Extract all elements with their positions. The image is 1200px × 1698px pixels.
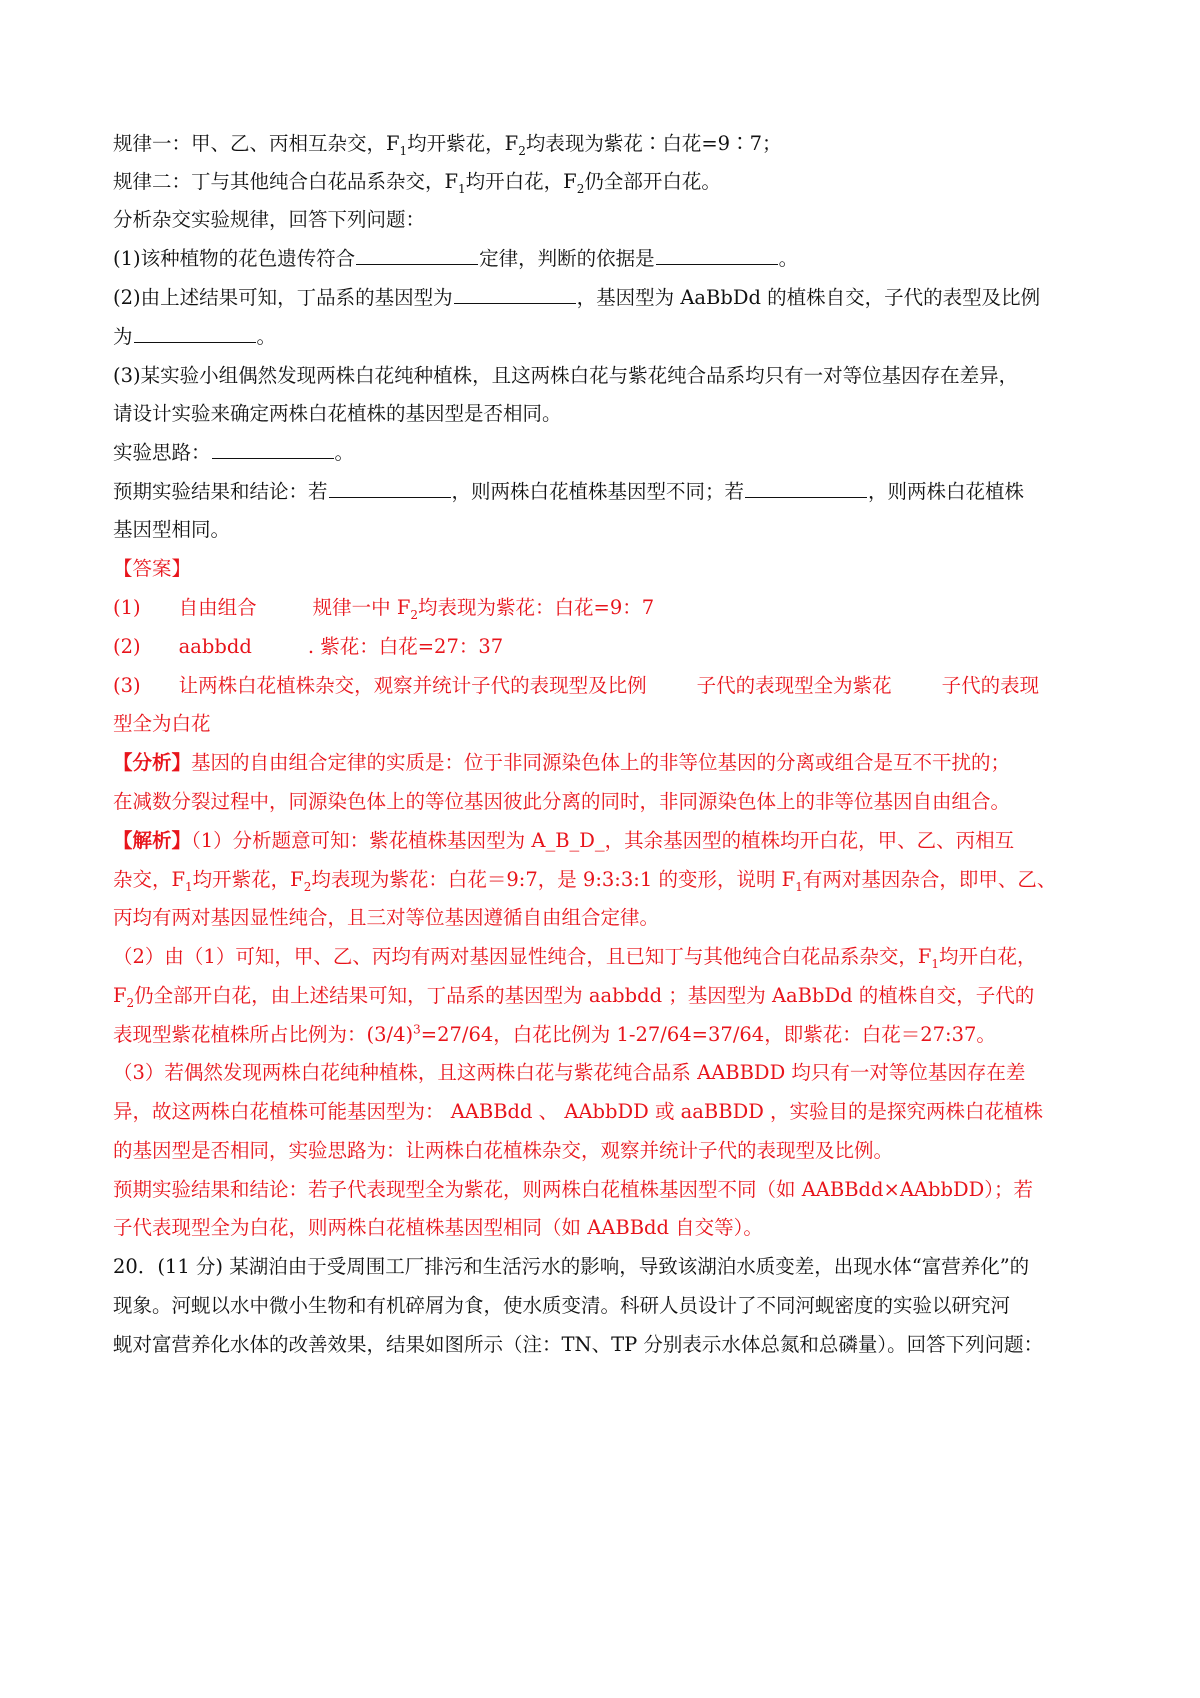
question-twenty-line-3: 蚬对富营养化水体的改善效果，结果如图所示（注：TN、TP 分别表示水体总氮和总磷量）。回答下列问题： [113,1333,1044,1356]
explain-line-5 [113,982,1103,1010]
answer-three-line-2: 型全为白花 [113,712,211,735]
answer-three-text: 子代的表现 [941,674,1040,697]
explain-text: 有两对基因杂合，即甲、乙、 [802,868,1057,891]
question-one-text: 定律，判断的依据是 [479,247,655,270]
question-two-line-2 [113,323,1103,351]
expected-result-text: ，则两株白花植株 [868,480,1025,503]
explain-text: F [113,984,127,1007]
expected-result-text: 预期实验结果和结论：若 [113,480,328,503]
rule-two-text: 均开白花，F [465,170,577,193]
explain-line-3: 丙均有两对基因显性纯合，且三对等位基因遵循自由组合定律。 [113,906,660,929]
subscript: 1 [399,143,408,158]
superscript: 3 [413,1022,421,1037]
rule-one-text: 均表现为紫花∶白花=9∶7； [525,132,782,155]
subscript: 2 [518,143,526,158]
rule-two-text: 仍全部开白花。 [584,170,721,193]
analysis-line [113,749,1103,777]
question-three-line-2: 请设计实验来确定两株白花植株的基因型是否相同。 [113,402,562,425]
answer-number: (1) [113,596,141,619]
explain-line-11: 子代表现型全为白花，则两株白花植株基因型相同（如 AABBdd 自交等）。 [113,1216,763,1239]
subscript: 2 [126,995,135,1010]
explain-line-4 [113,943,1103,971]
explain-line-6 [113,1021,1103,1049]
question-one-text: (1)该种植物的花色遗传符合 [113,247,356,270]
expected-result-text: ，则两株白花植株基因型不同；若 [451,480,745,503]
explain-line [113,827,1103,855]
rule-one-line [113,130,1103,158]
answer-two-line [113,633,1103,661]
blank-line [745,478,867,498]
subscript: 1 [931,956,939,971]
explain-line-10: 预期实验结果和结论：若子代表现型全为紫花，则两株白花植株基因型不同（如 AABBdd×AAbbDD）；若 [113,1178,1033,1201]
answer-three-text: 子代的表现型全为紫花 [696,674,892,697]
expected-result-line [113,478,1103,506]
answer-three-text: 让两株白花植株杂交，观察并统计子代的表现型及比例 [178,674,647,697]
blank-line [454,284,576,304]
intro-line: 分析杂交实验规律，回答下列问题： [113,208,426,231]
subscript: 1 [458,181,466,196]
answer-number: (2) [113,635,141,658]
explain-text: （1）分析题意可知：紫花植株基因型为 A_B_D_，其余基因型的植株均开白花，甲、乙、丙相互 [191,829,1015,852]
answer-one-line [113,594,1103,622]
analysis-tag: 【分析】 [113,751,192,774]
explain-text: 表现型紫花植株所占比例为：(3/4) [113,1023,414,1046]
rule-one-text: 规律一：甲、乙、丙相互杂交，F [113,132,400,155]
answer-one-text: 均表现为紫花：白花=9：7 [418,596,655,619]
answer-heading: 【答案】 [113,557,192,580]
explain-line-2 [113,866,1103,894]
answer-two-text: aabbdd [178,635,252,658]
experiment-idea-text: 实验思路： [113,441,211,464]
blank-line [656,245,778,265]
question-two-text: (2)由上述结果可知，丁品系的基因型为 [113,286,453,309]
analysis-line-2: 在减数分裂过程中，同源染色体上的等位基因彼此分离的同时，非同源染色体上的非等位基因自由组合。 [113,790,1011,813]
question-two-line [113,284,1103,312]
explain-text: =27/64，白花比例为 1-27/64=37/64，即紫花：白花＝27:37。 [420,1023,996,1046]
explain-line-7: （3）若偶然发现两株白花纯种植株，且这两株白花与紫花纯合品系 AABBDD 均只有一对等位基因存在差 [113,1061,1026,1084]
answer-two-text: . 紫花：白花=27：37 [307,635,504,658]
explain-text: 均开白花， [938,945,1037,968]
expected-result-line-2: 基因型相同。 [113,518,231,541]
answer-one-text: 规律一中 F [312,596,411,619]
subscript: 1 [185,879,193,894]
answer-number: (3) [113,674,141,697]
experiment-idea-text: 。 [334,441,355,464]
analysis-text: 基因的自由组合定律的实质是：位于非同源染色体上的非等位基因的分离或组合是互不干扰的； [191,751,1011,774]
answer-one-text: 自由组合 [178,596,257,619]
explain-line-9: 的基因型是否相同，实验思路为：让两株白花植株杂交，观察并统计子代的表现型及比例。 [113,1139,894,1162]
subscript: 2 [576,181,585,196]
blank-line [329,478,451,498]
subscript: 2 [410,607,419,622]
question-twenty-line: 20．(11 分) 某湖泊由于受周围工厂排污和生活污水的影响，导致该湖泊水质变差，出现水体“富营养化”的 [113,1255,1030,1278]
question-two-text: 。 [256,325,277,348]
explain-tag: 【解析】 [113,829,192,852]
rule-two-text: 规律二：丁与其他纯合白花品系杂交，F [113,170,459,193]
explain-text: 杂交，F [113,868,186,891]
explain-text: （2）由（1）可知，甲、乙、丙均有两对基因显性纯合，且已知丁与其他纯合白花品系杂交，F [113,945,932,968]
subscript: 2 [303,879,312,894]
blank-line [212,439,334,459]
question-one-text: 。 [778,247,799,270]
explain-text: 仍全部开白花，由上述结果可知，丁品系的基因型为 aabbdd ；基因型为 AaBbDd 的植株自交，子代的 [134,984,1035,1007]
blank-line [134,323,256,343]
explain-text: 均表现为紫花：白花＝9:7，是 9:3:3:1 的变形，说明 F [311,868,796,891]
explain-line-8: 异，故这两株白花植株可能基因型为： AABBdd 、 AAbbDD 或 aaBBDD ，实验目的是探究两株白花植株 [113,1100,1044,1123]
question-twenty-line-2: 现象。河蚬以水中微小生物和有机碎屑为食，使水质变清。科研人员设计了不同河蚬密度的实验以研究河 [113,1294,1011,1317]
rule-one-text: 均开紫花，F [407,132,519,155]
question-three-line: (3)某实验小组偶然发现两株白花纯种植株，且这两株白花与紫花纯合品系均只有一对等位基因存在差异， [113,364,1019,387]
subscript: 1 [795,879,803,894]
question-two-text: 为 [113,325,133,348]
rule-two-line [113,168,1103,196]
answer-three-line [113,672,1103,700]
question-one-line [113,245,1103,273]
blank-line [356,245,478,265]
experiment-idea-line [113,439,1103,467]
explain-text: 均开紫花，F [192,868,304,891]
question-two-text: ，基因型为 AaBbDd 的植株自交，子代的表型及比例 [576,286,1041,309]
